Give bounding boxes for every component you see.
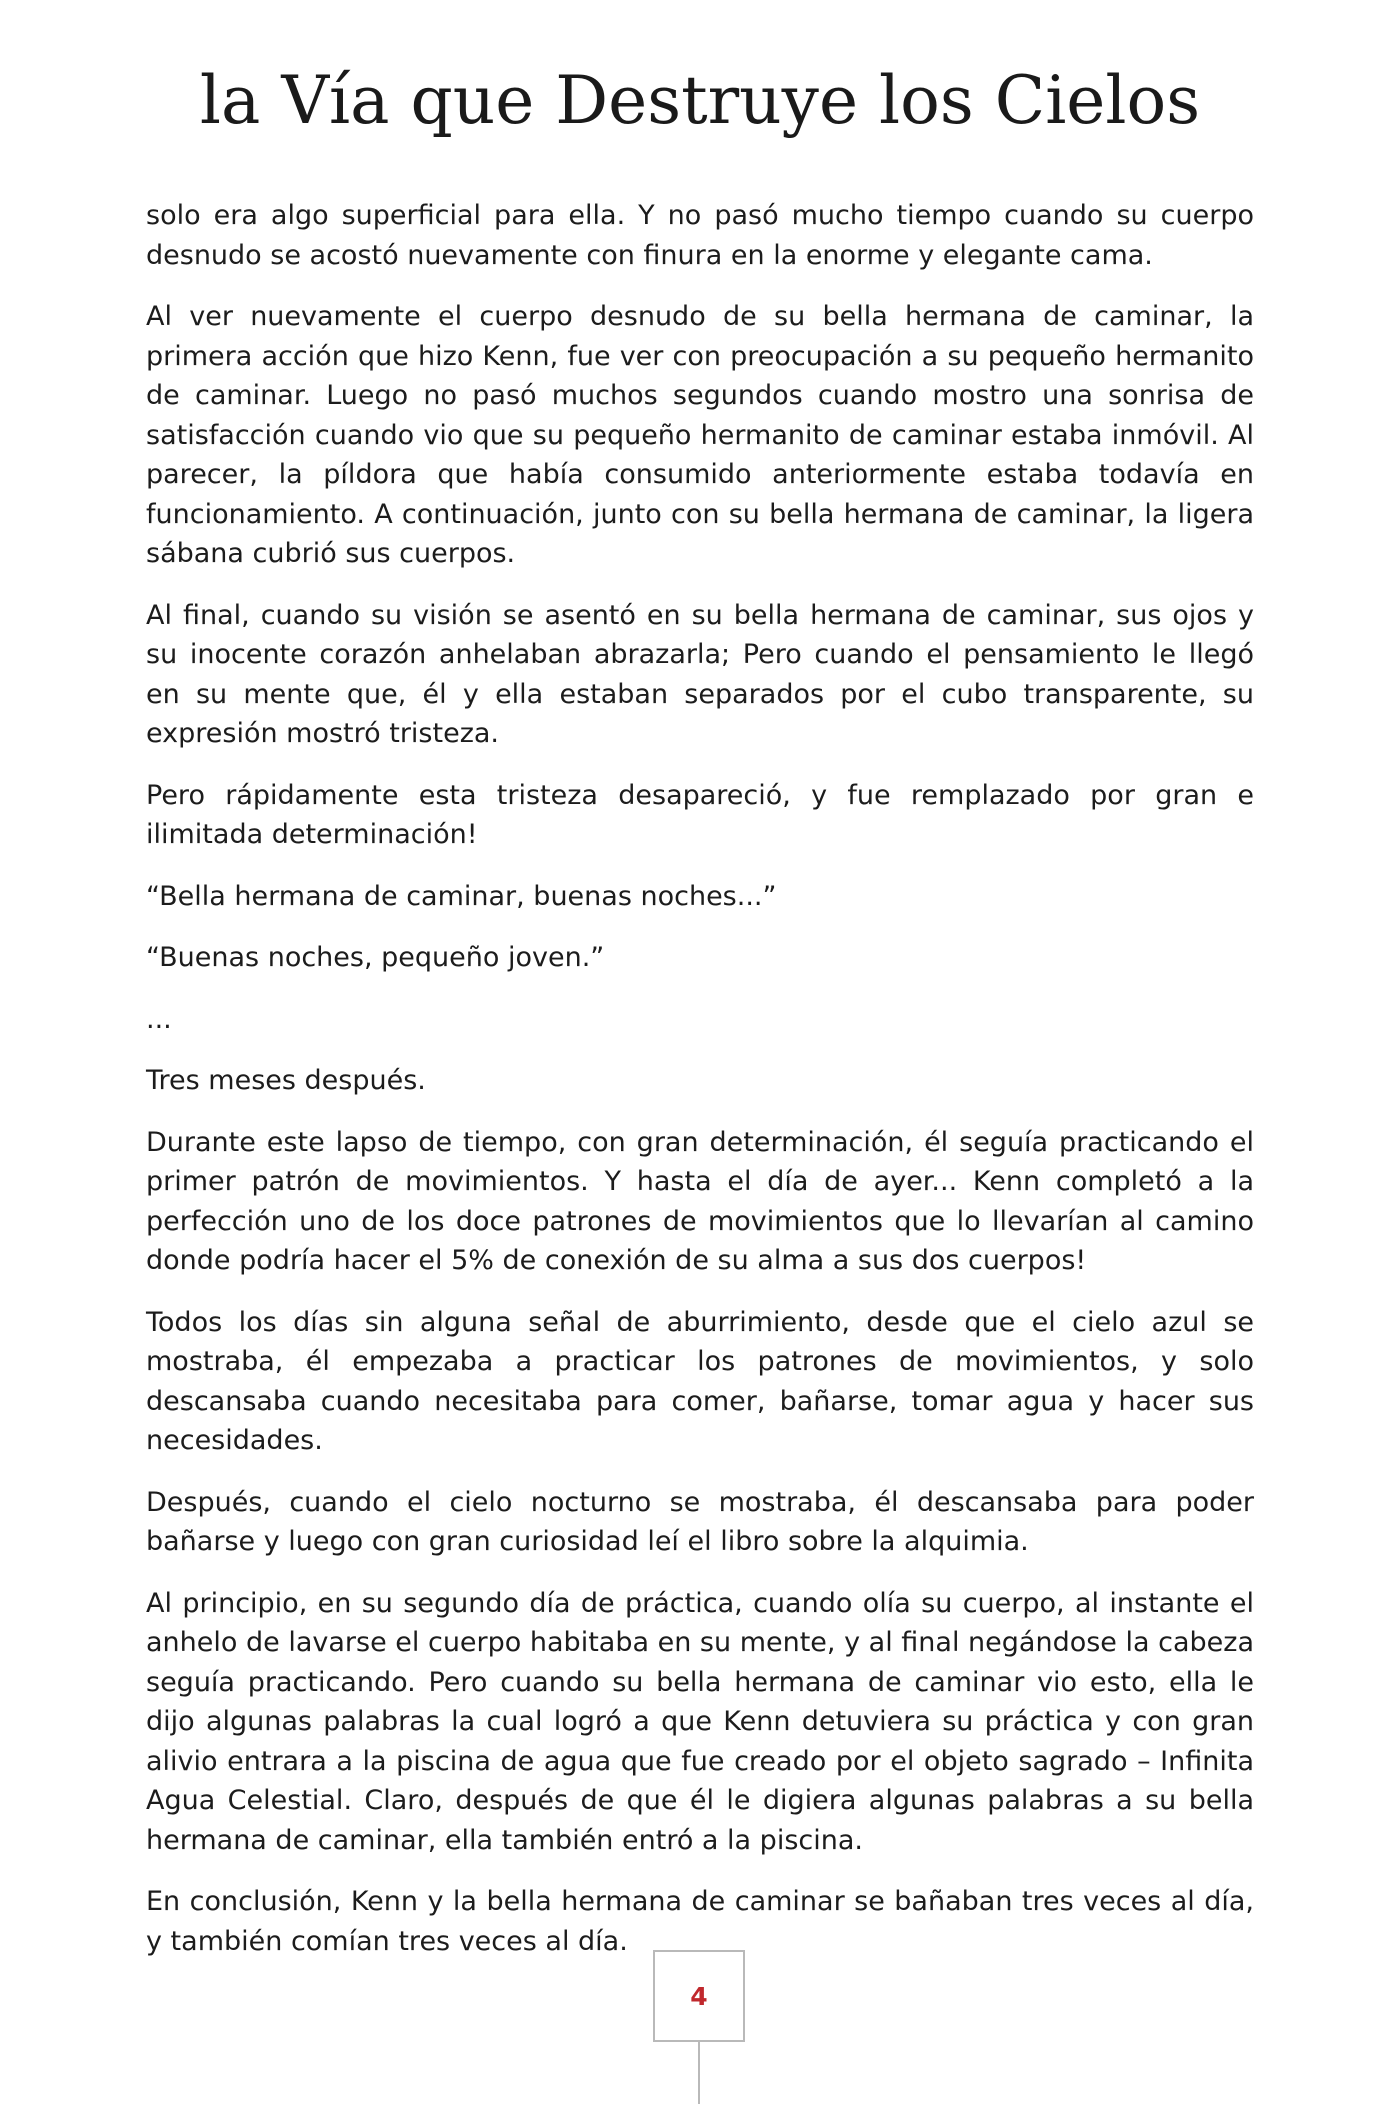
page-number-box <box>653 1950 745 2042</box>
paragraph: ... <box>146 1003 172 1035</box>
paragraph: Todos los días sin alguna señal de aburrimiento, desde que el cielo azul se mostraba, él empezaba a practicar los patrones de movimientos, y solo descansaba cuando necesitaba para comer, bañarse, tomar agua y hacer sus necesidades. <box>146 1306 1254 1456</box>
paragraph: En conclusión, Kenn y la bella hermana de caminar se bañaban tres veces al día, y también comían tres veces al día. <box>146 1886 1254 1957</box>
paragraph: Al principio, en su segundo día de práctica, cuando olía su cuerpo, al instante el anhelo de lavarse el cuerpo habitaba en su mente, y al final negándose la cabeza seguía practicando. Pero cuando su bella hermana de caminar vio esto, ella le dijo algunas palabras la cual logró a que Kenn detuviera su práctica y con gran alivio entrara a la piscina de agua que fue creado por el objeto sagrado – Infinita Agua Celestial. Claro, después de que él le digiera algunas palabras a su bella hermana de caminar, ella también entró a la piscina. <box>146 1587 1254 1856</box>
page-number: 4 <box>690 1981 708 2011</box>
paragraph: Durante este lapso de tiempo, con gran determinación, él seguía practicando el primer patrón de movimientos. Y hasta el día de ayer... Kenn completó a la perfección uno de los doce patrones de movimientos que lo llevarían al camino donde podría hacer el 5% de conexión de su alma a sus dos cuerpos! <box>146 1126 1254 1276</box>
book-title: la Vía que Destruye los Cielos <box>199 62 1201 139</box>
paragraph: solo era algo superficial para ella. Y no pasó mucho tiempo cuando su cuerpo desnudo se acostó nuevamente con finura en la enorme y elegante cama. <box>146 200 1254 271</box>
paragraph: Al final, cuando su visión se asentó en su bella hermana de caminar, sus ojos y su inocente corazón anhelaban abrazarla; Pero cuando el pensamiento le llegó en su mente que, él y ella estaban separados por el cubo transparente, su expresión mostró tristeza. <box>146 599 1254 749</box>
page-number-stem <box>698 2042 700 2104</box>
paragraph: Después, cuando el cielo nocturno se mostraba, él descansaba para poder bañarse y luego con gran curiosidad leí el libro sobre la alquimia. <box>146 1486 1254 1557</box>
paragraph: Pero rápidamente esta tristeza desapareció, y fue remplazado por gran e ilimitada determinación! <box>146 779 1254 850</box>
paragraph: “Buenas noches, pequeño joven.” <box>146 942 605 973</box>
paragraph: Tres meses después. <box>146 1065 426 1096</box>
paragraph: Al ver nuevamente el cuerpo desnudo de su bella hermana de caminar, la primera acción que hizo Kenn, fue ver con preocupación a su pequeño hermanito de caminar. Luego no pasó muchos segundos cuando mostro una sonrisa de satisfacción cuando vio que su pequeño hermanito de caminar estaba inmóvil. Al parecer, la píldora que había consumido anteriormente estaba todavía en funcionamiento. A continuación, junto con su bella hermana de caminar, la ligera sábana cubrió sus cuerpos. <box>146 301 1254 569</box>
body-text <box>146 196 1254 1983</box>
paragraph: “Bella hermana de caminar, buenas noches...” <box>146 880 777 912</box>
